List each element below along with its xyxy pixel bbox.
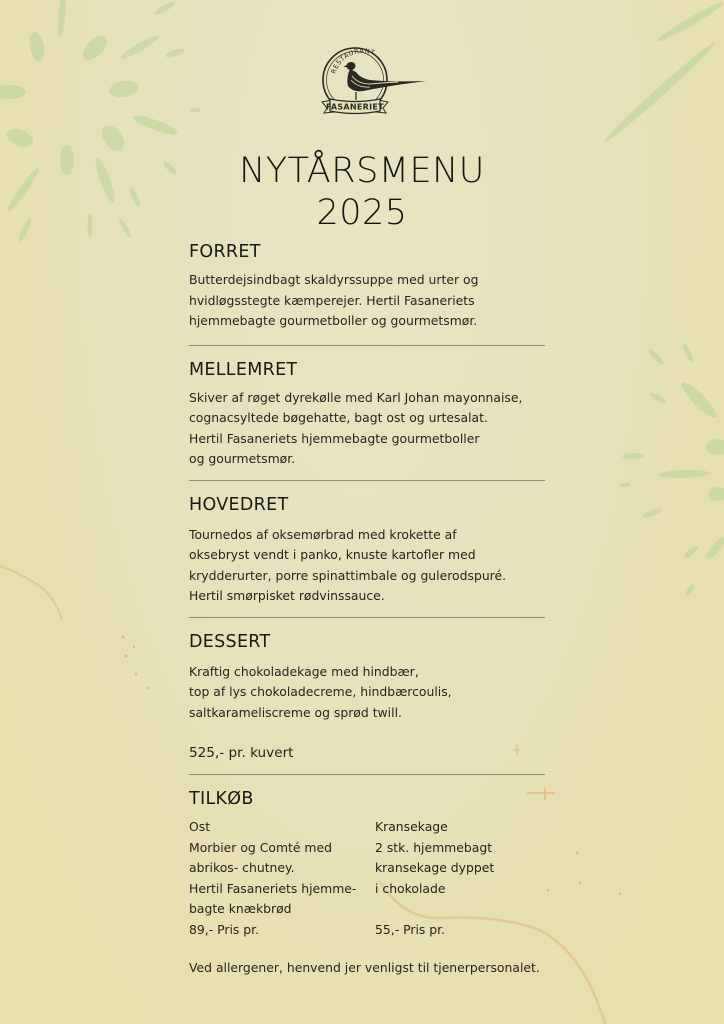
section-heading: TILKØB <box>189 789 254 809</box>
description-line: Kraftig chokoladekage med hindbær, <box>189 663 419 679</box>
divider <box>189 345 545 346</box>
section-dessert <box>189 630 545 764</box>
menu-title: NYTÅRSMENU <box>239 151 485 191</box>
divider <box>189 480 545 481</box>
description-line: top af lys chokoladecreme, hindbærcoulis, <box>189 684 452 699</box>
section-description <box>189 388 545 470</box>
logo-banner-text: FASANERIET <box>326 102 384 112</box>
section-heading: FORRET <box>189 242 261 262</box>
divider <box>189 617 545 618</box>
section-forret <box>189 240 545 332</box>
description-line: Skiver af røget dyrekølle med Karl Johan mayonnaise, <box>189 389 523 405</box>
description-line: hjemmebagte gourmetboller og gourmetsmør. <box>189 313 478 328</box>
section-description <box>189 662 545 724</box>
restaurant-logo <box>318 42 428 124</box>
section-description <box>189 525 545 607</box>
logo-top-text: RESTAURANT <box>329 46 377 75</box>
addon-line: 2 stk. hjemmebagt <box>375 839 493 855</box>
description-line: Hertil Fasaneriets hjemmebagte gourmetboller <box>189 430 480 446</box>
addon-line: bagte knækbrød <box>189 901 292 916</box>
description-line: krydderurter, porre spinattimbale og gulerodspuré. <box>189 567 507 583</box>
section-hovedret <box>189 493 545 607</box>
section-heading: MELLEMRET <box>189 359 298 380</box>
addon-line: i chokolade <box>375 880 446 896</box>
description-line: Butterdejsindbagt skaldyrssuppe med urter og <box>189 272 479 287</box>
section-mellemret <box>189 358 545 470</box>
addon-line: Hertil Fasaneriets hjemme- <box>189 880 357 896</box>
section-description <box>189 270 545 332</box>
addon-cheese <box>189 817 375 940</box>
description-line: oksebryst vendt i panko, knuste kartofler med <box>189 547 476 562</box>
description-line: saltkarameliscreme og sprød twill. <box>189 704 402 720</box>
section-heading: HOVEDRET <box>189 494 289 515</box>
firework-burst-right <box>619 343 724 597</box>
addon-line: Morbier og Comté med <box>189 839 332 855</box>
firework-streaks-top-right <box>601 0 724 146</box>
menu-year: 2025 <box>316 193 408 233</box>
description-line: og gourmetsmør. <box>189 451 296 466</box>
logo-banner <box>322 99 388 114</box>
description-line: hvidløgsstegte kæmperejer. Hertil Fasaneriets <box>189 292 475 308</box>
price-per-cover: 525,- pr. kuvert <box>189 745 294 761</box>
addon-name: Ost <box>189 819 211 834</box>
description-line: Tournedos af oksemørbrad med krokette af <box>189 526 457 542</box>
addon-line: kransekage dyppet <box>375 860 495 875</box>
addon-kransekage <box>375 817 545 940</box>
addon-price: 55,- Pris pr. <box>375 921 446 937</box>
description-line: cognacsyltede bøgehatte, bagt ost og urtesalat. <box>189 410 488 425</box>
section-tilkob <box>189 787 545 978</box>
addon-name: Kransekage <box>375 819 448 834</box>
divider <box>189 774 545 775</box>
section-heading: DESSERT <box>189 631 271 652</box>
menu-content <box>189 240 545 978</box>
addon-line: abrikos- chutney. <box>189 860 295 875</box>
allergen-note: Ved allergener, henvend jer venligst til tjenerpersonalet. <box>189 960 540 975</box>
description-line: Hertil smørpisket rødvinssauce. <box>189 588 385 603</box>
addon-price: 89,- Pris pr. <box>189 921 260 937</box>
addon-columns <box>189 817 545 940</box>
